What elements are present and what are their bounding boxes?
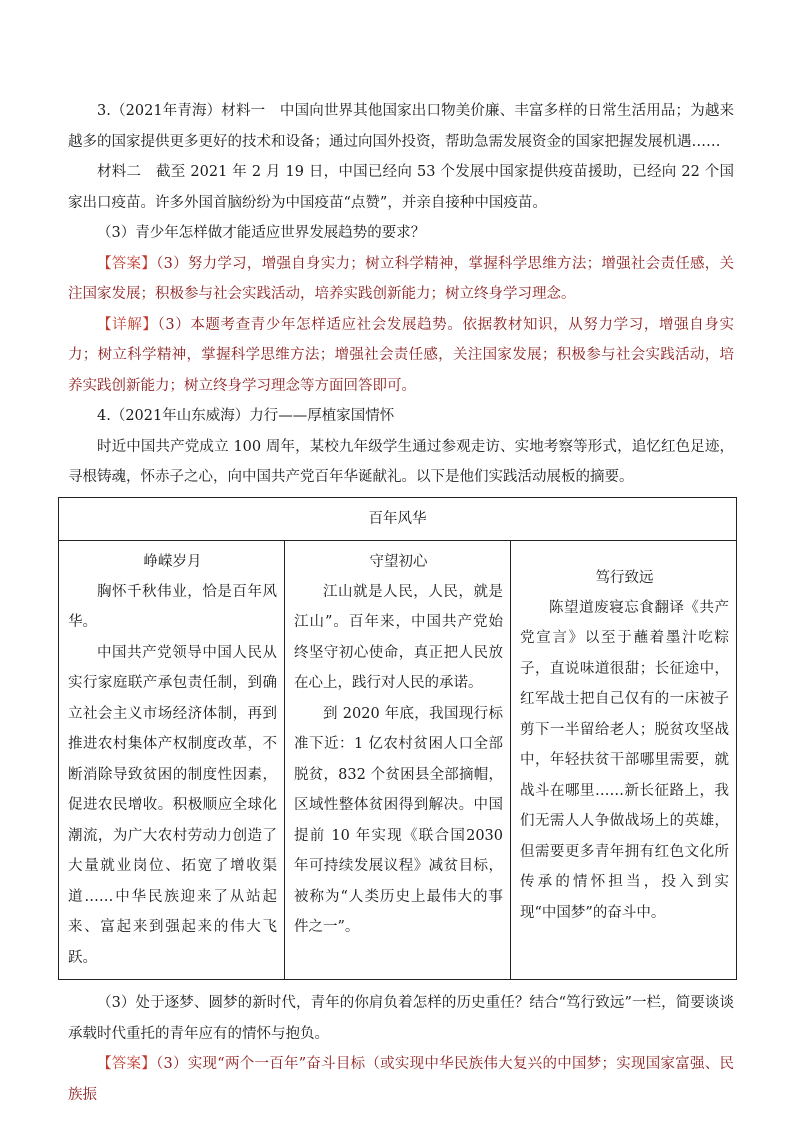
column-1-paragraph-2: 中国共产党领导中国人民从实行家庭联产承包责任制，到确立社会主义市场经济体制，再到推进农村集体产权制度改革，不断消除导致贫困的制度性因素，促进农民增收。积极顺应全球化潮流，为广大农村劳动力创造了大量就业岗位、拓宽了增收渠道……中华民族迎来了从站起来、富起来到强起来的伟大飞跃。 (68, 644, 277, 966)
q4-answer (68, 1049, 734, 1110)
board-title: 百年风华 (59, 497, 737, 540)
column-3-paragraph-1: 陈望道废寝忘食翻译《共产党宣言》以至于蘸着墨汁吃粽子，直说味道很甜；长征途中，红军战士把自己仅有的一床被子剪下一半留给老人；脱贫攻坚战中，年轻扶贫干部哪里需要，就战斗在哪里……新长征路上，我们无需人人争做战场上的英雄，但需要更多青年拥有红色文化所传承的情怀担当，投入到实现“中国梦”的奋斗中。 (520, 599, 730, 921)
q3-detail-text: （3）本题考查青少年怎样适应社会发展趋势。依据教材知识，从努力学习，增强自身实力；树立科学精神，掌握科学思维方法；增强社会责任感，关注国家发展；积极参与社会实践活动，培养实践创新能力；树立终身学习理念等方面回答即可。 (68, 316, 734, 394)
board-column-3 (511, 540, 737, 980)
column-1-title: 峥嵘岁月 (143, 553, 202, 570)
board-column-1 (59, 540, 285, 980)
document-page (68, 96, 734, 1110)
q3-question: （3）青少年怎样做才能适应世界发展趋势的要求？ (97, 225, 426, 241)
q3-material-2: 材料二 截至 2021 年 2 月 19 日，中国已经向 53 个发展中国家提供疫苗援助，已经向 22 个国家出口疫苗。许多外国首脑纷纷为中国疫苗“点赞”，并亲自接种中国疫苗。 (68, 164, 734, 211)
column-1-paragraph-1: 胸怀千秋伟业，恰是百年风华。 (68, 583, 277, 630)
exhibition-board-table (58, 497, 737, 981)
column-2-paragraph-2: 到 2020 年底，我国现行标准下近：1 亿农村贫困人口全部脱贫，832 个贫困县全部摘帽，区域性整体贫困得到解决。中国提前 10 年实现《联合国2030年可持续发展议程》减贫目标，被称为“人类历史上最伟大的事件之一”。 (294, 705, 503, 935)
q3-detail-tag: 【详解】 (97, 316, 158, 333)
column-2-title: 守望初心 (369, 553, 428, 570)
q4-answer-tag: 【答案】 (97, 1056, 157, 1072)
column-2-paragraph-1: 江山就是人民，人民，就是江山”。百年来，中国共产党始终坚守初心使命，真正把人民放在心上，践行对人民的承诺。 (294, 583, 503, 691)
q3-answer-text: （3）努力学习，增强自身实力；树立科学精神，掌握科学思维方法；增强社会责任感，关注国家发展；积极参与社会实践活动，培养实践创新能力；树立终身学习理念。 (68, 255, 734, 302)
q3-material-1: 3.（2021年青海）材料一 中国向世界其他国家出口物美价廉、丰富多样的日常生活用品；为越来越多的国家提供更多更好的技术和设备；通过向国外投资，帮助急需发展资金的国家把握发展机遇…… (68, 103, 734, 150)
q4-answer-text: （3）实现“两个一百年”奋斗目标（或实现中华民族伟大复兴的中国梦；实现国家富强、民族振 (68, 1056, 734, 1103)
column-3-title: 笃行致远 (595, 569, 654, 586)
q4-intro: 时近中国共产党成立 100 周年，某校九年级学生通过参观走访、实地考察等形式，追忆红色足迹，寻根铸魂，怀赤子之心，向中国共产党百年华诞献礼。以下是他们实践活动展板的摘要。 (68, 438, 734, 485)
q4-header: 4.（2021年山东威海）力行——厚植家国情怀 (97, 408, 395, 424)
q3-answer (68, 249, 734, 310)
q4-question: （3）处于逐梦、圆梦的新时代，青年的你肩负着怎样的历史重任？结合“笃行致远”一栏，简要谈谈承载时代重托的青年应有的情怀与抱负。 (68, 995, 734, 1042)
board-column-2 (285, 540, 511, 980)
q3-answer-tag: 【答案】 (97, 255, 157, 272)
q3-detail (68, 310, 734, 402)
